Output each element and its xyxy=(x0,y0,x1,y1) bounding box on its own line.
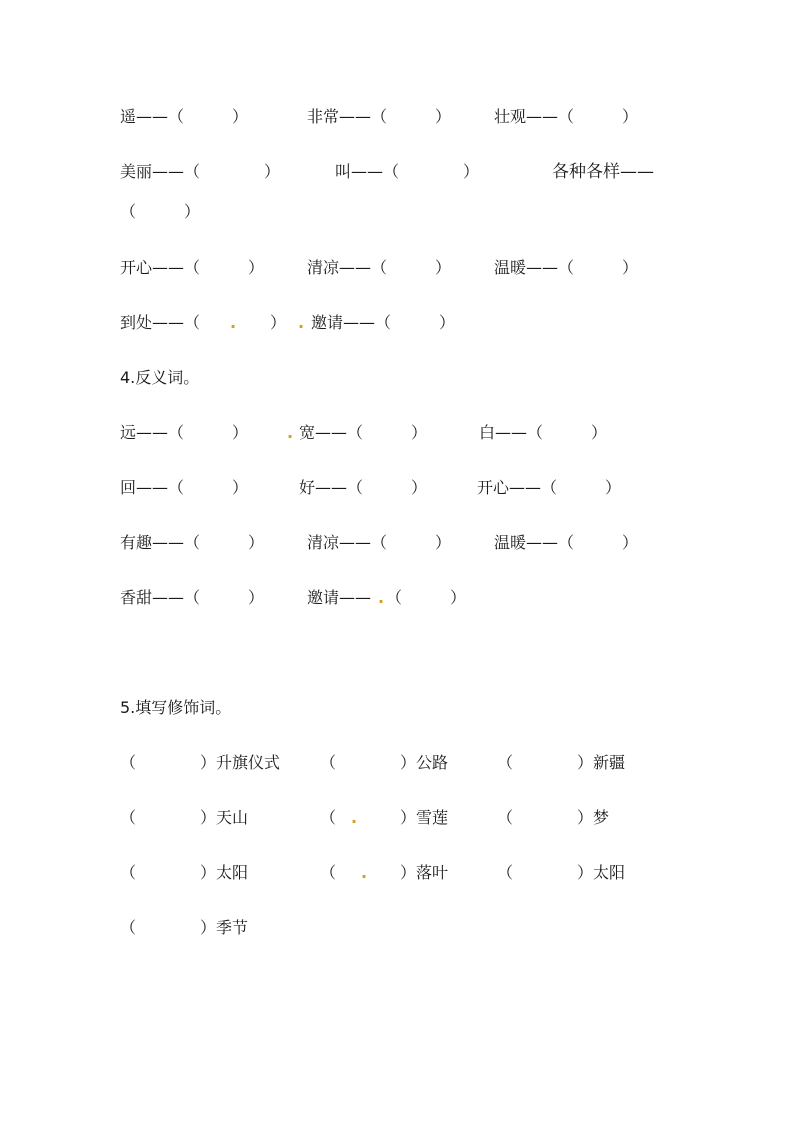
s5-r1-b: （ ）公路 xyxy=(320,753,449,772)
s3-r4-b-dot: . xyxy=(298,313,305,332)
s4-r2-b: 好——（ ） xyxy=(299,478,428,497)
s3-r1-a: 遥——（ ） xyxy=(120,107,249,126)
s5-r2-b-post: ）雪莲 xyxy=(400,808,449,827)
s5-r3-b-dot: . xyxy=(361,863,368,882)
s4-r1-b: 宽——（ ） xyxy=(299,423,428,442)
s4-r2-a: 回——（ ） xyxy=(120,478,249,497)
s5-r3-b-pre: （ xyxy=(320,863,337,882)
s5-r2-b-pre: （ xyxy=(320,808,337,827)
s5-r2-c: （ ）梦 xyxy=(497,808,610,827)
s4-r3-a: 有趣——（ ） xyxy=(120,533,265,552)
s3-r4-a-pre: 到处——（ xyxy=(120,313,201,332)
s5-r3-c: （ ）太阳 xyxy=(497,863,626,882)
s4-r1-a: 远——（ ） xyxy=(120,423,249,442)
s4-r3-c: 温暖——（ ） xyxy=(494,533,639,552)
s4-r1-b-dot: . xyxy=(287,423,294,442)
s3-r1-c: 壮观——（ ） xyxy=(494,107,639,126)
s5-r4-a: （ ）季节 xyxy=(120,918,249,937)
s4-r4-b-pre: 邀请—— xyxy=(307,588,372,607)
s4-r3-b: 清凉——（ ） xyxy=(307,533,452,552)
s3-r2-c: 各种各样—— xyxy=(552,162,654,182)
s5-r2-b-dot: . xyxy=(351,808,358,827)
s3-r4-a-post: ） xyxy=(270,313,287,332)
s4-r1-c: 白——（ ） xyxy=(479,423,608,442)
s5-r3-a: （ ）太阳 xyxy=(120,863,249,882)
s5-r3-b-post: ）落叶 xyxy=(400,863,449,882)
s5-r2-a: （ ）天山 xyxy=(120,808,249,827)
s3-r3-a: 开心——（ ） xyxy=(120,258,265,277)
s4-r4-b-post: （ ） xyxy=(386,588,467,607)
s5-r1-c: （ ）新疆 xyxy=(497,753,626,772)
s5-r1-a: （ ）升旗仪式 xyxy=(120,753,281,772)
s4-r4-b-dot: . xyxy=(378,588,385,607)
s3-r4-b: 邀请——（ ） xyxy=(311,313,456,332)
s3-r4-a-dot: . xyxy=(230,313,237,332)
s3-r3-c: 温暖——（ ） xyxy=(494,258,639,277)
s3-r1-b: 非常——（ ） xyxy=(307,107,452,126)
s3-r2-cont: （ ） xyxy=(120,202,201,221)
s5-heading: 5.填写修饰词。 xyxy=(120,698,232,717)
s3-r2-b: 叫——（ ） xyxy=(335,162,480,181)
s3-r2-a: 美丽——（ ） xyxy=(120,162,281,181)
s4-r2-c: 开心——（ ） xyxy=(477,478,622,497)
s4-r4-a: 香甜——（ ） xyxy=(120,588,265,607)
s4-heading: 4.反义词。 xyxy=(120,368,200,387)
s3-r3-b: 清凉——（ ） xyxy=(307,258,452,277)
